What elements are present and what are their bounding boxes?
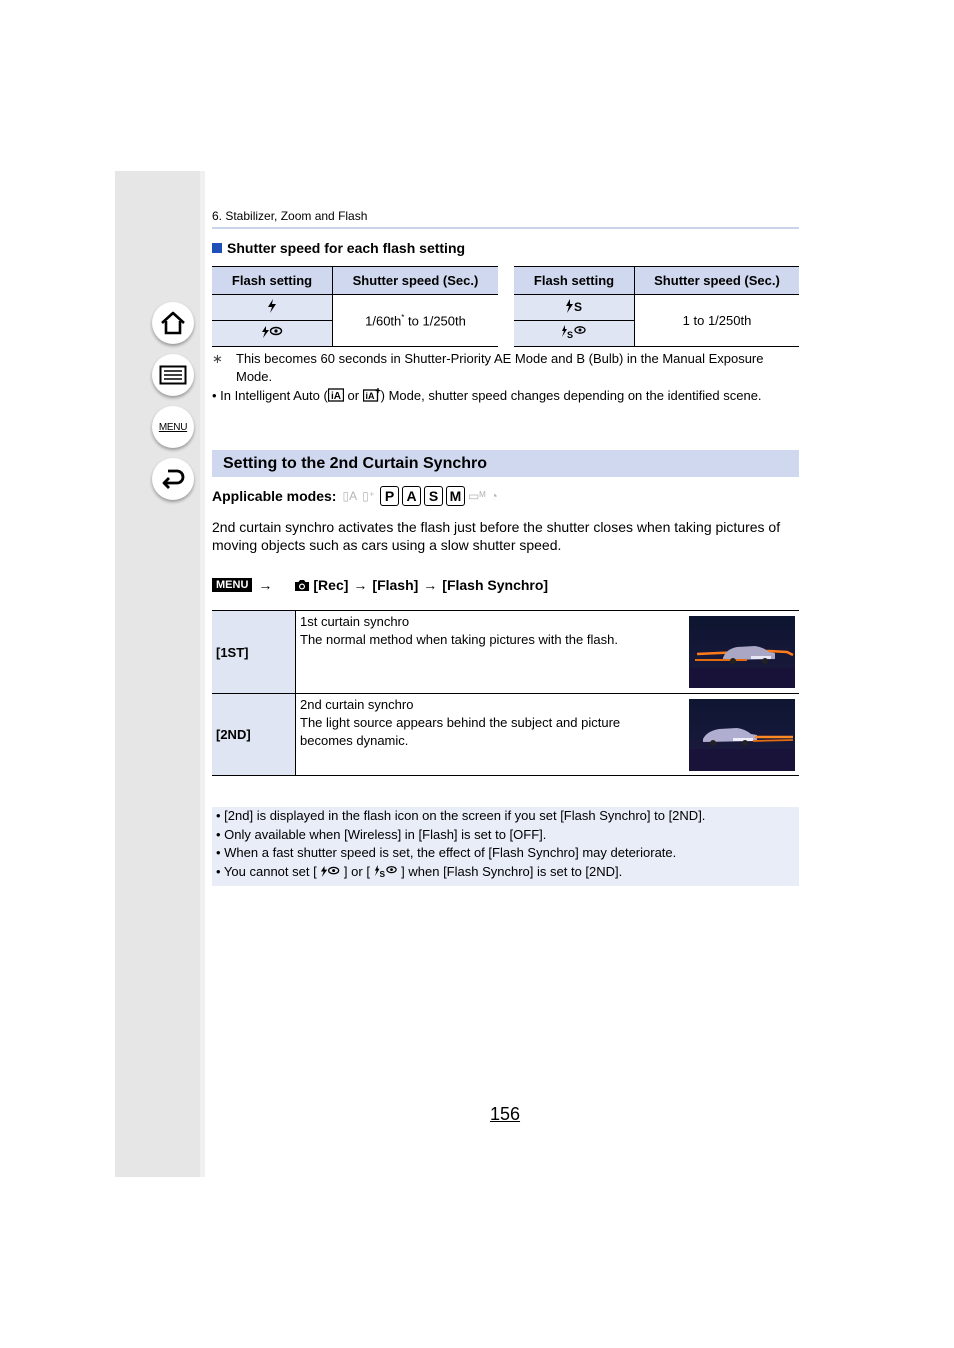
synchro-2nd-text: The light source appears behind the subject and picture becomes dynamic.: [300, 715, 621, 748]
ia-note-pre: • In Intelligent Auto (: [212, 388, 328, 403]
svg-text:iA: iA: [330, 391, 341, 402]
flash-table-title: Shutter speed for each flash setting: [227, 240, 466, 256]
synchro-1st-label: [1ST]: [212, 611, 296, 694]
menu-arrow-3: →: [423, 577, 438, 593]
tips-box: [212, 807, 799, 886]
menu-flash-synchro: [Flash Synchro]: [442, 577, 549, 593]
applicable-modes: [212, 486, 503, 506]
synchro-2nd-photo: [689, 699, 795, 771]
asterisk-mark: ∗: [212, 351, 223, 366]
menu-rec: [Rec]: [313, 577, 349, 593]
intelligent-auto-note: [212, 387, 772, 405]
mode-ia-dim-icon: ▯A: [342, 489, 358, 503]
sidebar-edge: [200, 171, 205, 1177]
flash-table-right: [514, 266, 799, 347]
ia-note-or: or: [343, 388, 363, 403]
header-rule: [212, 227, 799, 229]
mode-movie-dim-icon: ▭ᴹ: [468, 489, 486, 503]
svg-text:S: S: [574, 300, 583, 313]
menu-badge: MENU: [212, 578, 252, 592]
synchro-2nd-title: 2nd curtain synchro: [300, 697, 414, 712]
col-shutter-speed-right: Shutter speed (Sec.): [635, 267, 800, 295]
synchro-2nd-photo-cell: [691, 694, 799, 776]
tip-4: [212, 863, 799, 882]
asterisk-note: [212, 350, 799, 386]
menu-icon: MENU: [158, 421, 188, 433]
menu-arrow-1: →: [258, 577, 273, 593]
menu-arrow-2: →: [353, 577, 368, 593]
synchro-1st-text: The normal method when taking pictures with the flash.: [300, 632, 618, 647]
mode-a: A: [402, 486, 421, 506]
intelligent-auto-icon: [328, 388, 344, 402]
synchro-1st-photo: [689, 616, 795, 688]
flash-forced-on-icon: [212, 295, 333, 321]
left-speed: 1/60th: [365, 313, 402, 329]
section-description: 2nd curtain synchro activates the flash just before the shutter closes when taking pictures of moving objects such as cars using a slow shutter speed.: [212, 519, 781, 553]
square-bullet-icon: [212, 243, 222, 253]
section-bar: [212, 450, 799, 477]
mode-scene-dim-icon: ◔: [490, 489, 498, 503]
page-number: 156: [490, 1104, 521, 1124]
mode-p: P: [380, 486, 399, 506]
tip-4-c: ] when [Flash Synchro] is set to [2ND].: [397, 863, 623, 879]
flash-slow-sync-red-eye-icon-inline: [374, 865, 398, 878]
flash-table-left: [212, 266, 498, 347]
flash-red-eye-icon-inline: [320, 866, 340, 877]
mode-s: S: [424, 486, 443, 506]
menu-button[interactable]: [152, 406, 194, 448]
synchro-table: [212, 610, 799, 776]
synchro-1st-description: [296, 611, 692, 694]
asterisk-note-text: This becomes 60 seconds in Shutter-Priority AE Mode and B (Bulb) in the Manual Exposure Mode.: [236, 351, 764, 384]
table-row: [212, 694, 799, 776]
flash-table-heading: [212, 240, 465, 256]
chapter-title: 6. Stabilizer, Zoom and Flash: [212, 209, 368, 223]
tip-4-b: ] or [: [340, 863, 374, 879]
home-icon: [159, 310, 187, 336]
synchro-1st-title: 1st curtain synchro: [300, 614, 410, 629]
table-row: [212, 611, 799, 694]
flash-slow-sync-icon: [514, 295, 635, 321]
col-flash-setting: Flash setting: [212, 267, 333, 295]
synchro-2nd-description: [296, 694, 692, 776]
tip-1: • [2nd] is displayed in the flash icon on the screen if you set [Flash Synchro] to [2ND].: [216, 808, 706, 823]
tip-3: • When a fast shutter speed is set, the effect of [Flash Synchro] may deteriorate.: [216, 845, 677, 860]
left-speed-cell: [333, 295, 499, 347]
synchro-2nd-label: [2ND]: [212, 694, 296, 776]
intelligent-auto-plus-icon: [363, 388, 381, 402]
left-speed-rest: to 1/250th: [404, 313, 466, 329]
applicable-modes-label: Applicable modes:: [212, 488, 337, 504]
tip-4-a: • You cannot set [: [216, 863, 321, 879]
mode-m: M: [446, 486, 465, 506]
contents-list-icon: [159, 365, 187, 385]
section-title: Setting to the 2nd Curtain Synchro: [223, 454, 488, 472]
svg-text:S: S: [379, 868, 385, 878]
contents-button[interactable]: [152, 354, 194, 396]
home-button[interactable]: [152, 302, 194, 344]
back-arrow-icon: [159, 467, 187, 491]
camera-icon: [294, 579, 310, 592]
svg-text:iA: iA: [365, 391, 375, 401]
synchro-1st-photo-cell: [691, 611, 799, 694]
flash-red-eye-icon: [212, 321, 333, 347]
svg-text:S: S: [567, 330, 574, 339]
menu-path: [212, 577, 548, 593]
menu-flash: [Flash]: [372, 577, 419, 593]
tip-2: • Only available when [Wireless] in [Flash] is set to [OFF].: [216, 826, 547, 842]
mode-ia-plus-dim-icon: ▯⁺: [362, 489, 376, 503]
col-shutter-speed: Shutter speed (Sec.): [333, 267, 499, 295]
right-speed-cell: 1 to 1/250th: [635, 295, 800, 347]
ia-note-post: ) Mode, shutter speed changes depending on the identified scene.: [380, 388, 762, 403]
back-button[interactable]: [152, 458, 194, 500]
flash-slow-sync-red-eye-icon: [514, 321, 635, 347]
col-flash-setting-right: Flash setting: [514, 267, 635, 295]
left-speed-mark: *: [401, 312, 405, 322]
